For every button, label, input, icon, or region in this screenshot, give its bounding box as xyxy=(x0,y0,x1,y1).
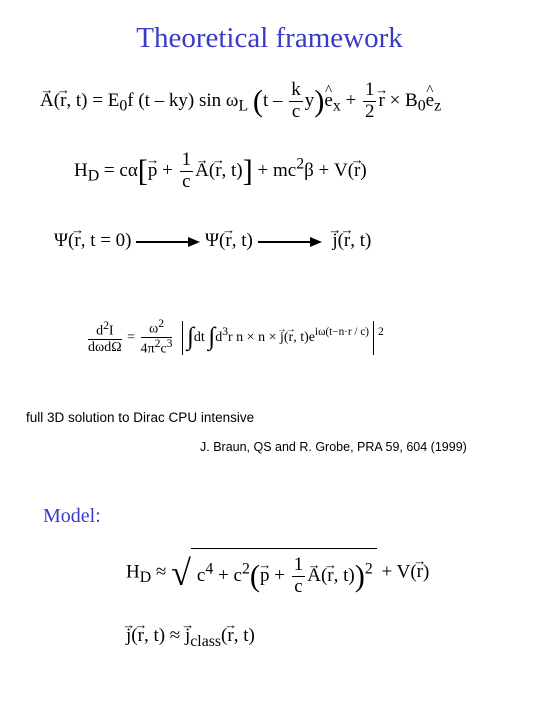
arrow-icon xyxy=(258,236,322,248)
evolution-chain: Ψ(→ r, t = 0) Ψ(→ r, t) → j(→ r, t) xyxy=(54,230,371,252)
citation-text: J. Braun, QS and R. Grobe, PRA 59, 604 (1999) xyxy=(200,440,467,454)
model-hamiltonian-equation: $H_D$ ≈ √ $c^4 + c^2(\to p$ + $\frac{1}{c}$ → A(→ r, t))$^2$ + V(→ r) xyxy=(126,548,429,598)
model-current-equation: → j(→ r, t) ≈ → $j_{class}(\to r$, t) xyxy=(126,625,255,651)
vector-potential-equation: → A(→ r, $t) = E_0f$ (t – ky) $\sin \omega_L$ (t – $\frac{k}{c}$ y)^ $e_x$ + $\frac{1}{2}$ → $r \times B_0\^{}$ $e_z$ xyxy=(40,80,441,123)
radiation-spectrum-equation: $\frac{d^2I}{\text{dωdΩ}}$ = $\frac{\omega^2}{4\pi^2c^3}$ ∫dt $\int d^3r$ n × n × → j(→ r, $t)e^{i\omega(t-n\cdot r / c)}$ $^2$ xyxy=(86,318,384,357)
arrow-icon xyxy=(136,236,200,248)
model-heading: Model: xyxy=(43,505,101,527)
dirac-hamiltonian-equation: $H_D = c\alpha[\to p$ + $\frac{1}{c}$ → A(→ r, $t)] + mc^2\beta + V(\to r)$ xyxy=(74,150,367,193)
note-text: full 3D solution to Dirac CPU intensive xyxy=(26,410,255,425)
slide-title: Theoretical framework xyxy=(136,22,403,54)
